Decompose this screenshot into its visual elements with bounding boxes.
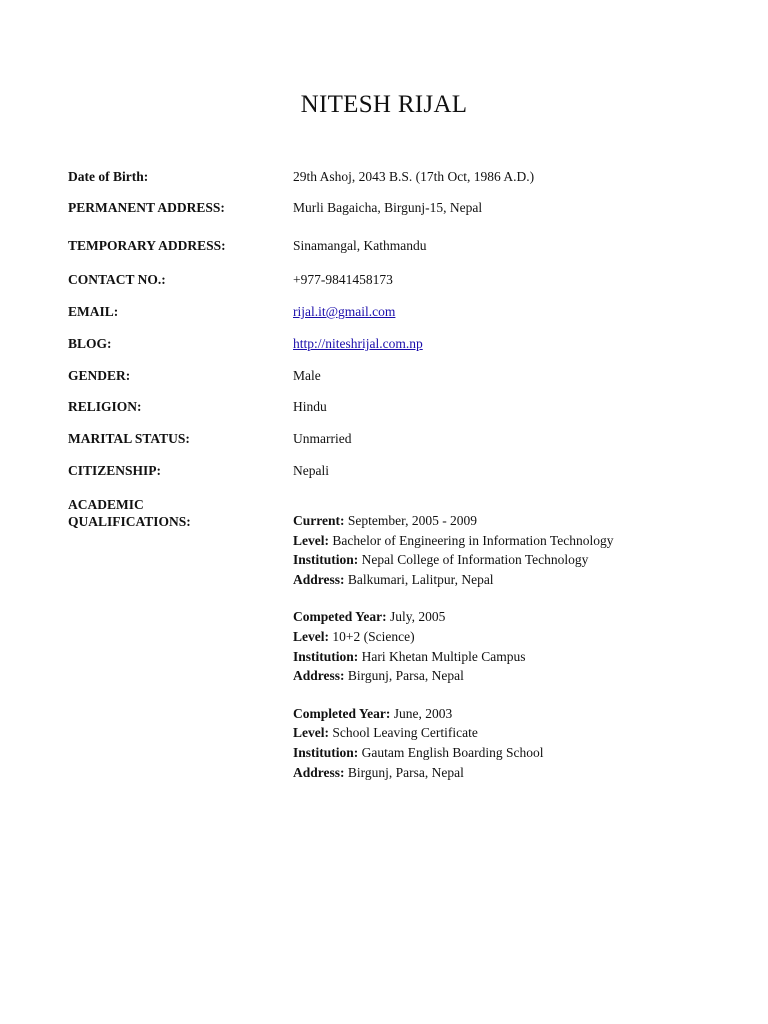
gender-value: Male <box>293 368 321 383</box>
entry-institution-line <box>293 647 713 667</box>
entry-year-line <box>293 511 713 531</box>
entry-address-value: Balkumari, Lalitpur, Nepal <box>347 571 494 587</box>
entry-year-label: Current: <box>293 513 345 528</box>
permanent-address-value: Murli Bagaicha, Birgunj-15, Nepal <box>293 200 483 215</box>
academic-entry <box>293 704 713 782</box>
entry-institution-label: Institution: <box>293 744 359 760</box>
contact-value: +977-9841458173 <box>293 272 393 287</box>
religion-label: RELIGION: <box>68 399 142 414</box>
marital-status-value: Unmarried <box>293 431 352 446</box>
entry-institution-line <box>293 743 713 763</box>
email-label: EMAIL: <box>68 304 119 319</box>
entry-year-line <box>293 704 713 724</box>
entry-institution-value: Nepal College of Information Technology <box>361 552 589 568</box>
entry-gap <box>293 686 713 704</box>
entry-address-label: Address: <box>293 668 345 684</box>
entry-year-label: Completed Year: <box>293 705 391 721</box>
academic-entries <box>293 511 713 782</box>
academic-label <box>68 496 278 530</box>
entry-address-line <box>293 666 713 686</box>
entry-level-label: Level: <box>293 532 329 548</box>
temporary-address-value: Sinamangal, Kathmandu <box>293 238 427 253</box>
citizenship-label: CITIZENSHIP: <box>68 463 162 478</box>
entry-address-label: Address: <box>293 571 345 587</box>
academic-label-line1: ACADEMIC <box>68 497 144 512</box>
email-link[interactable]: rijal.it@gmail.com <box>293 304 396 319</box>
entry-year-value: September, 2005 - 2009 <box>347 513 478 528</box>
permanent-address-label: PERMANENT ADDRESS: <box>68 200 225 215</box>
entry-level-line <box>293 627 713 647</box>
academic-entry <box>293 607 713 685</box>
entry-institution-value: Hari Khetan Multiple Campus <box>361 648 526 664</box>
entry-year-label: Competed Year: <box>293 609 387 625</box>
contact-label: CONTACT NO.: <box>68 272 166 287</box>
entry-institution-label: Institution: <box>293 648 359 664</box>
entry-address-value: Birgunj, Parsa, Nepal <box>347 668 464 684</box>
entry-level-value: School Leaving Certificate <box>332 725 478 741</box>
entry-level-value: 10+2 (Science) <box>332 628 415 644</box>
entry-level-value: Bachelor of Engineering in Information Technology <box>332 532 614 548</box>
academic-entry <box>293 511 713 589</box>
religion-value: Hindu <box>293 399 327 414</box>
entry-institution-line <box>293 550 713 570</box>
entry-level-line <box>293 531 713 551</box>
academic-label-line2: QUALIFICATIONS: <box>68 514 191 529</box>
entry-institution-label: Institution: <box>293 552 359 568</box>
entry-address-label: Address: <box>293 764 345 780</box>
gender-label: GENDER: <box>68 368 131 383</box>
citizenship-value: Nepali <box>293 463 329 478</box>
email-value-cell <box>293 303 713 320</box>
blog-label: BLOG: <box>68 336 112 351</box>
entry-address-line <box>293 570 713 590</box>
entry-address-value: Birgunj, Parsa, Nepal <box>347 764 464 780</box>
blog-value-cell <box>293 335 713 352</box>
entry-year-value: June, 2003 <box>393 705 453 721</box>
page-title: NITESH RIJAL <box>300 91 468 118</box>
marital-status-label: MARITAL STATUS: <box>68 431 190 446</box>
entry-gap <box>293 589 713 607</box>
temporary-address-label: TEMPORARY ADDRESS: <box>68 238 226 253</box>
date-of-birth-value: 29th Ashoj, 2043 B.S. (17th Oct, 1986 A.D.) <box>293 169 535 184</box>
entry-institution-value: Gautam English Boarding School <box>361 744 544 760</box>
entry-year-line <box>293 607 713 627</box>
blog-link[interactable]: http://niteshrijal.com.np <box>293 336 423 351</box>
entry-level-label: Level: <box>293 628 329 644</box>
entry-level-label: Level: <box>293 725 329 741</box>
entry-year-value: July, 2005 <box>389 609 446 625</box>
entry-level-line <box>293 723 713 743</box>
entry-address-line <box>293 763 713 783</box>
date-of-birth-label: Date of Birth: <box>68 169 149 184</box>
